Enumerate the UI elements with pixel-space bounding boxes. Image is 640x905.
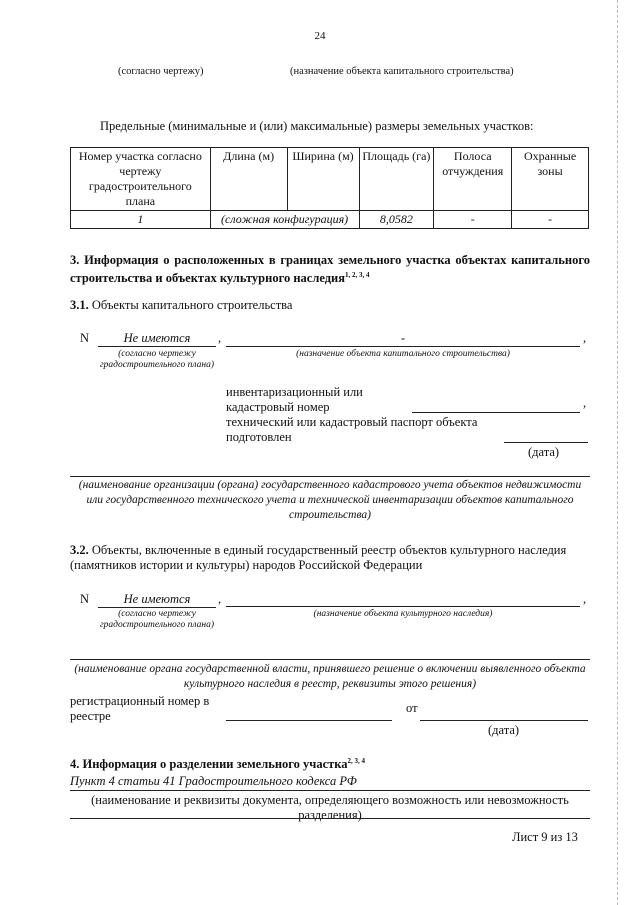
inventory-number-field — [412, 412, 580, 413]
n-label: N — [80, 592, 90, 606]
authority-field — [70, 659, 590, 660]
page-number: 24 — [314, 30, 326, 42]
object-number-value: Не имеются — [98, 331, 216, 347]
passport-label: технический или кадастровый паспорт объекта подготовлен — [226, 415, 478, 444]
section-3-2-text: Объекты, включенные в единый государственный реестр объектов культурного наследия (памятников истории и культуры) народов Российской Федерации — [70, 543, 567, 572]
caption-per-gradplan: (согласно чертежу градостроительного плана) — [99, 349, 215, 370]
header-area: Площадь (га) — [359, 148, 434, 211]
registration-number-label: регистрационный номер в реестре — [70, 694, 210, 723]
section-3-2-title — [70, 543, 590, 573]
authority-caption: (наименование органа государственной власти, принявшего решение о включении выявленного объекта культурного наследия в реестр, реквизиты этого решения) — [74, 663, 586, 690]
registration-number-field — [226, 720, 392, 721]
caption-object-purpose: (назначение объекта капитального строительства) — [296, 349, 510, 359]
cell-protection-zones: - — [512, 211, 589, 229]
division-document-caption: (наименование и реквизиты документа, определяющего возможность или невозможность разделения) — [91, 793, 569, 822]
division-document-field-2 — [70, 818, 590, 819]
header-length: Длина (м) — [210, 148, 287, 211]
heritage-purpose-field — [226, 606, 580, 607]
section-4-footnotes: 2, 3, 4 — [347, 757, 366, 765]
division-document-value: Пункт 4 статьи 41 Градостроительного кодекса РФ — [70, 774, 357, 788]
object-purpose-value: - — [226, 331, 580, 347]
caption-per-drawing: (согласно чертежу) — [118, 66, 204, 77]
section-3-title-text: 3. Информация о расположенных в границах земельного участка объектах капитального строительства и объектах культурного наследия — [70, 253, 590, 286]
header-width: Ширина (м) — [287, 148, 359, 211]
header-protection-zones: Охранные зоны — [512, 148, 589, 211]
organization-caption: (наименование организации (органа) государственного кадастрового учета объектов недвижимости или государственного технического учета и технической инвентаризации объектов капитального строительства) — [78, 479, 582, 521]
registration-date-field — [420, 720, 588, 721]
section-3-1-number: 3.1. — [70, 298, 89, 312]
n-label: N — [80, 331, 90, 345]
sheet-number: Лист 9 из 13 — [512, 830, 578, 844]
section-4-title-text: 4. Информация о разделении земельного участка — [70, 757, 348, 772]
from-label: от — [406, 701, 418, 715]
cell-exclusion-strip: - — [434, 211, 512, 229]
section-3-title — [70, 253, 590, 286]
sizes-heading: Предельные (минимальные и (или) максимальные) размеры земельных участков: — [100, 119, 534, 133]
passport-date-field — [504, 442, 588, 443]
cell-length-width: (сложная конфигурация) — [210, 211, 359, 229]
table-row — [71, 211, 589, 229]
section-3-2-number: 3.2. — [70, 543, 89, 557]
section-4-title — [70, 757, 365, 772]
cell-plot-number: 1 — [71, 211, 211, 229]
section-3-1-title — [70, 298, 292, 313]
section-3-footnotes: 1, 2, 3, 4 — [345, 271, 370, 279]
comma: , — [583, 592, 587, 606]
heritage-object-number-value: Не имеются — [98, 592, 216, 608]
comma: , — [583, 396, 587, 410]
scan-edge — [617, 0, 618, 905]
section-3-1-text: Объекты капитального строительства — [91, 298, 293, 312]
comma: , — [218, 331, 222, 345]
header-plot-number: Номер участка согласно чертежу градостроительного плана — [71, 148, 211, 211]
header-exclusion-strip: Полоса отчуждения — [434, 148, 512, 211]
cell-area: 8,0582 — [359, 211, 434, 229]
caption-per-gradplan: (согласно чертежу градостроительного плана) — [99, 609, 215, 630]
comma: , — [218, 592, 222, 606]
inventory-number-label: инвентаризационный или кадастровый номер — [226, 385, 363, 414]
caption-object-purpose: (назначение объекта капитального строительства) — [290, 66, 514, 77]
organization-field — [70, 476, 590, 477]
date-caption: (дата) — [488, 723, 520, 737]
division-document-field — [70, 790, 590, 791]
date-caption: (дата) — [528, 445, 560, 459]
table-header-row — [71, 148, 589, 211]
caption-heritage-purpose: (назначение объекта культурного наследия) — [313, 609, 493, 619]
plot-sizes-table — [70, 147, 589, 229]
comma: , — [583, 331, 587, 345]
